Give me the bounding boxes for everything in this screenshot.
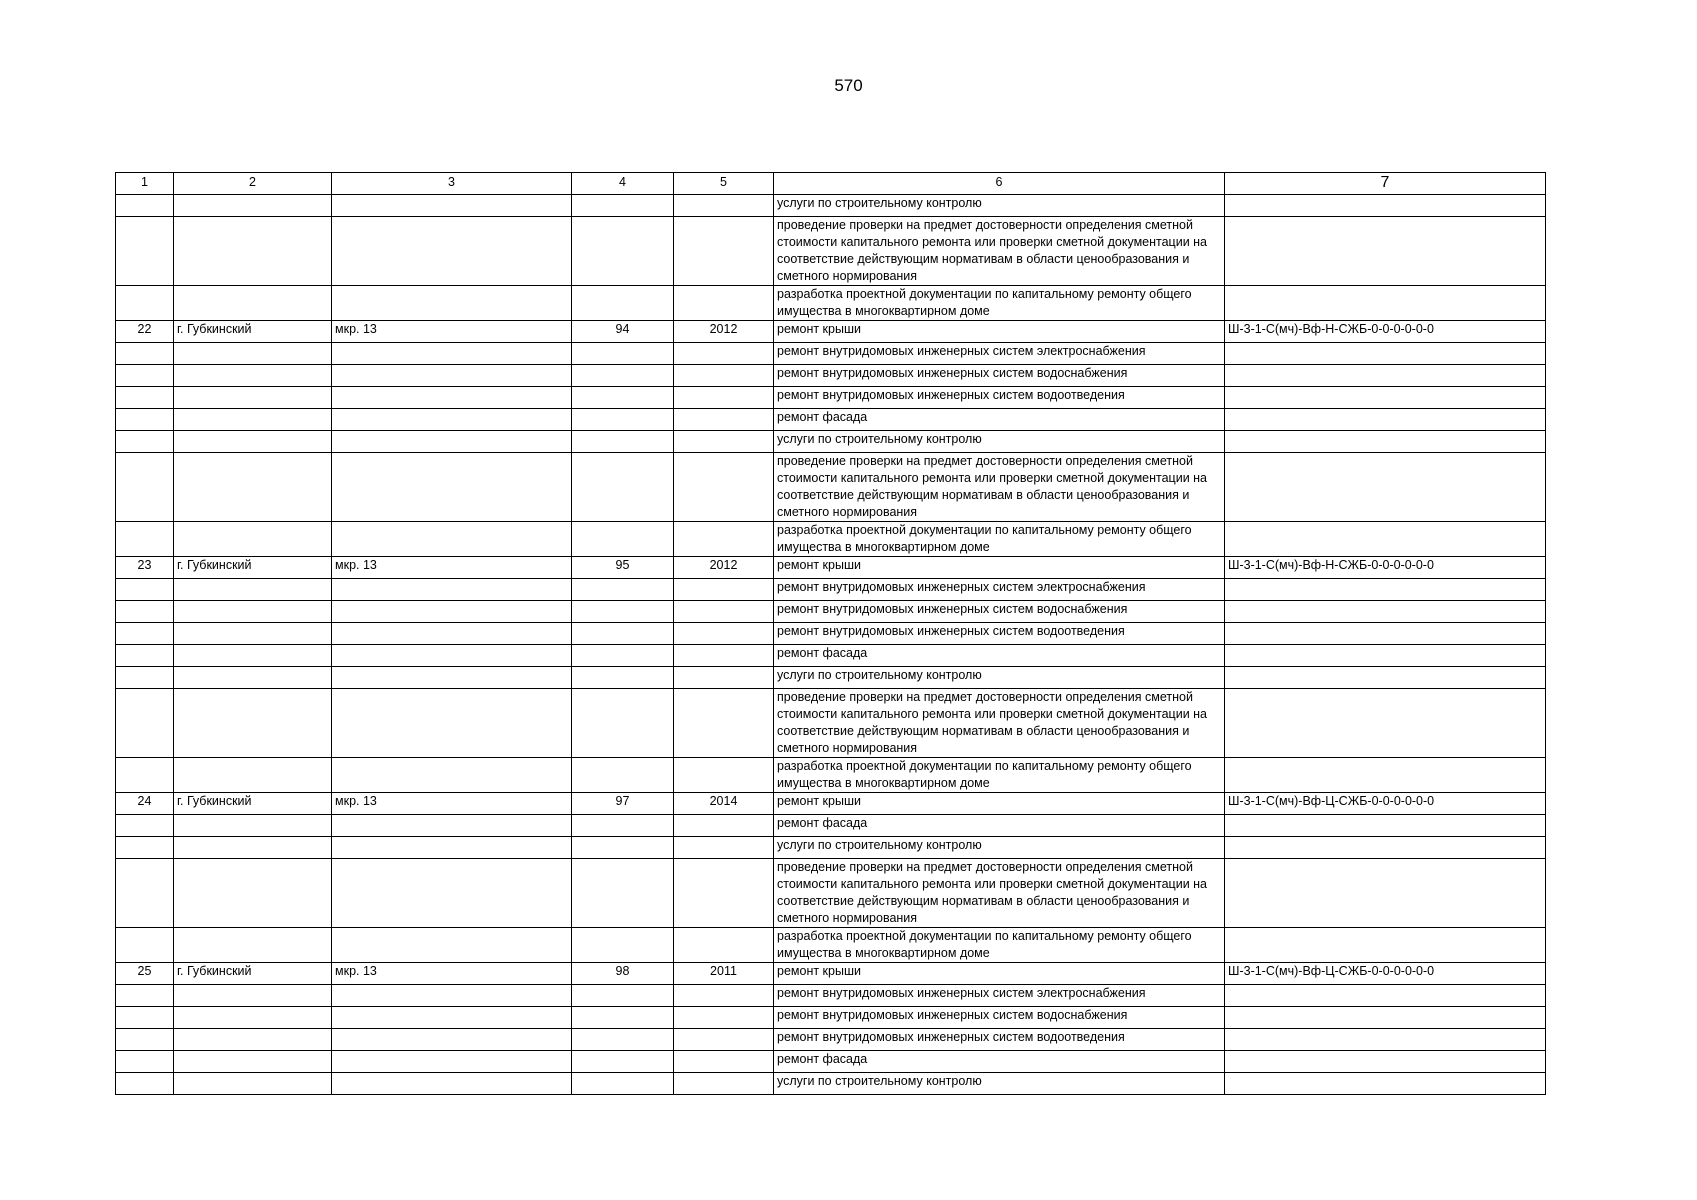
table-row (116, 601, 1546, 623)
cell-code (1225, 286, 1546, 321)
cell-house-number (572, 431, 674, 453)
cell-address (332, 1051, 572, 1073)
cell-work-type: услуги по строительному контролю (774, 837, 1225, 859)
cell-house-number: 94 (572, 321, 674, 343)
cell-year (674, 286, 774, 321)
cell-house-number (572, 837, 674, 859)
cell-address (332, 217, 572, 286)
cell-year (674, 623, 774, 645)
cell-city (174, 645, 332, 667)
cell-address (332, 1007, 572, 1029)
cell-code (1225, 815, 1546, 837)
cell-house-number (572, 758, 674, 793)
cell-city: г. Губкинский (174, 321, 332, 343)
cell-row-number (116, 217, 174, 286)
table-row (116, 409, 1546, 431)
cell-house-number (572, 928, 674, 963)
cell-year: 2011 (674, 963, 774, 985)
cell-city (174, 667, 332, 689)
cell-year (674, 1007, 774, 1029)
cell-row-number (116, 1029, 174, 1051)
cell-address (332, 195, 572, 217)
cell-work-type: услуги по строительному контролю (774, 431, 1225, 453)
table-header-row (116, 173, 1546, 195)
cell-work-type: ремонт внутридомовых инженерных систем электроснабжения (774, 579, 1225, 601)
cell-year (674, 928, 774, 963)
cell-city (174, 343, 332, 365)
cell-address: мкр. 13 (332, 321, 572, 343)
cell-code (1225, 1051, 1546, 1073)
cell-year (674, 667, 774, 689)
cell-row-number (116, 522, 174, 557)
cell-city (174, 431, 332, 453)
cell-code (1225, 343, 1546, 365)
cell-work-type: ремонт фасада (774, 1051, 1225, 1073)
cell-house-number (572, 365, 674, 387)
cell-city (174, 365, 332, 387)
cell-work-type: ремонт фасада (774, 409, 1225, 431)
cell-year (674, 579, 774, 601)
cell-year (674, 815, 774, 837)
cell-row-number (116, 815, 174, 837)
cell-code (1225, 837, 1546, 859)
cell-work-type: услуги по строительному контролю (774, 1073, 1225, 1095)
cell-house-number (572, 1029, 674, 1051)
cell-code (1225, 409, 1546, 431)
cell-code (1225, 431, 1546, 453)
cell-city (174, 623, 332, 645)
cell-address (332, 837, 572, 859)
table-row (116, 859, 1546, 928)
cell-row-number (116, 409, 174, 431)
table-row (116, 431, 1546, 453)
cell-row-number (116, 1051, 174, 1073)
cell-year (674, 343, 774, 365)
cell-year (674, 195, 774, 217)
cell-year (674, 387, 774, 409)
cell-address (332, 431, 572, 453)
cell-address (332, 985, 572, 1007)
cell-row-number (116, 431, 174, 453)
page-number: 570 (834, 76, 863, 95)
cell-work-type: проведение проверки на предмет достоверности определения сметной стоимости капитального ремонта или проверки сметной документации на соответствие действующим нормативам в области ценообразования и сметного нормирования (774, 453, 1225, 522)
cell-address (332, 453, 572, 522)
cell-row-number (116, 387, 174, 409)
cell-year (674, 1051, 774, 1073)
cell-code (1225, 579, 1546, 601)
cell-year (674, 645, 774, 667)
cell-code (1225, 928, 1546, 963)
cell-code (1225, 1029, 1546, 1051)
cell-year (674, 837, 774, 859)
cell-work-type: ремонт фасада (774, 815, 1225, 837)
cell-address: мкр. 13 (332, 793, 572, 815)
cell-work-type: разработка проектной документации по капитальному ремонту общего имущества в многоквартирном доме (774, 522, 1225, 557)
cell-row-number (116, 195, 174, 217)
cell-city (174, 522, 332, 557)
cell-code (1225, 217, 1546, 286)
cell-address (332, 689, 572, 758)
table-body (116, 195, 1546, 1095)
table-row (116, 579, 1546, 601)
cell-city (174, 579, 332, 601)
cell-city (174, 601, 332, 623)
cell-work-type: ремонт крыши (774, 793, 1225, 815)
cell-city (174, 217, 332, 286)
cell-address (332, 1029, 572, 1051)
table-row (116, 1073, 1546, 1095)
cell-house-number (572, 623, 674, 645)
cell-house-number (572, 286, 674, 321)
cell-house-number (572, 1007, 674, 1029)
cell-row-number: 24 (116, 793, 174, 815)
header-col-4: 4 (572, 173, 674, 195)
cell-address: мкр. 13 (332, 963, 572, 985)
table-row (116, 217, 1546, 286)
header-col-7: 7 (1225, 173, 1546, 195)
cell-address (332, 758, 572, 793)
cell-city (174, 689, 332, 758)
cell-row-number (116, 645, 174, 667)
cell-row-number (116, 1073, 174, 1095)
table-row (116, 837, 1546, 859)
cell-address (332, 579, 572, 601)
cell-address (332, 522, 572, 557)
cell-code (1225, 195, 1546, 217)
cell-work-type: проведение проверки на предмет достоверности определения сметной стоимости капитального ремонта или проверки сметной документации на соответствие действующим нормативам в области ценообразования и сметного нормирования (774, 217, 1225, 286)
cell-address (332, 387, 572, 409)
cell-work-type: ремонт крыши (774, 557, 1225, 579)
cell-work-type: проведение проверки на предмет достоверности определения сметной стоимости капитального ремонта или проверки сметной документации на соответствие действующим нормативам в области ценообразования и сметного нормирования (774, 689, 1225, 758)
table-row (116, 343, 1546, 365)
cell-house-number (572, 815, 674, 837)
cell-work-type: ремонт внутридомовых инженерных систем водоотведения (774, 623, 1225, 645)
cell-city (174, 1073, 332, 1095)
cell-code (1225, 859, 1546, 928)
cell-address (332, 1073, 572, 1095)
cell-city (174, 859, 332, 928)
cell-work-type: разработка проектной документации по капитальному ремонту общего имущества в многоквартирном доме (774, 928, 1225, 963)
cell-work-type: разработка проектной документации по капитальному ремонту общего имущества в многоквартирном доме (774, 286, 1225, 321)
cell-address (332, 365, 572, 387)
cell-city (174, 928, 332, 963)
cell-row-number (116, 1007, 174, 1029)
table-row (116, 321, 1546, 343)
cell-year (674, 859, 774, 928)
cell-year (674, 985, 774, 1007)
cell-code: Ш-3-1-С(мч)-Вф-Ц-СЖБ-0-0-0-0-0-0 (1225, 793, 1546, 815)
cell-city (174, 1029, 332, 1051)
cell-code (1225, 667, 1546, 689)
cell-city (174, 387, 332, 409)
table-row (116, 557, 1546, 579)
cell-year (674, 365, 774, 387)
cell-row-number (116, 601, 174, 623)
cell-house-number (572, 195, 674, 217)
table-row (116, 963, 1546, 985)
cell-address (332, 623, 572, 645)
cell-year (674, 1073, 774, 1095)
cell-house-number: 98 (572, 963, 674, 985)
header-col-6: 6 (774, 173, 1225, 195)
cell-year (674, 758, 774, 793)
cell-city (174, 1007, 332, 1029)
cell-city (174, 453, 332, 522)
table-row (116, 195, 1546, 217)
cell-row-number (116, 579, 174, 601)
cell-row-number (116, 343, 174, 365)
cell-work-type: ремонт внутридомовых инженерных систем электроснабжения (774, 343, 1225, 365)
cell-year (674, 689, 774, 758)
cell-code (1225, 645, 1546, 667)
cell-city (174, 758, 332, 793)
cell-year (674, 1029, 774, 1051)
table-row (116, 985, 1546, 1007)
cell-house-number (572, 985, 674, 1007)
cell-city: г. Губкинский (174, 557, 332, 579)
cell-code (1225, 623, 1546, 645)
cell-house-number: 97 (572, 793, 674, 815)
table-row (116, 793, 1546, 815)
cell-address (332, 343, 572, 365)
works-table (115, 172, 1546, 1095)
cell-row-number: 23 (116, 557, 174, 579)
cell-work-type: ремонт внутридомовых инженерных систем водоснабжения (774, 1007, 1225, 1029)
table-row (116, 667, 1546, 689)
cell-work-type: услуги по строительному контролю (774, 195, 1225, 217)
header-col-1: 1 (116, 173, 174, 195)
cell-year: 2012 (674, 321, 774, 343)
cell-code (1225, 758, 1546, 793)
cell-year (674, 217, 774, 286)
cell-year (674, 601, 774, 623)
cell-house-number (572, 387, 674, 409)
cell-address (332, 667, 572, 689)
cell-code: Ш-3-1-С(мч)-Вф-Ц-СЖБ-0-0-0-0-0-0 (1225, 963, 1546, 985)
table-row (116, 623, 1546, 645)
cell-city: г. Губкинский (174, 793, 332, 815)
cell-code (1225, 365, 1546, 387)
cell-house-number (572, 1073, 674, 1095)
cell-city: г. Губкинский (174, 963, 332, 985)
cell-house-number (572, 409, 674, 431)
cell-work-type: ремонт внутридомовых инженерных систем водоотведения (774, 387, 1225, 409)
cell-city (174, 815, 332, 837)
cell-code (1225, 453, 1546, 522)
cell-address (332, 286, 572, 321)
table-row (116, 453, 1546, 522)
cell-year (674, 453, 774, 522)
cell-house-number (572, 343, 674, 365)
cell-row-number (116, 286, 174, 321)
cell-row-number (116, 837, 174, 859)
cell-house-number: 95 (572, 557, 674, 579)
cell-row-number (116, 365, 174, 387)
cell-work-type: услуги по строительному контролю (774, 667, 1225, 689)
cell-house-number (572, 601, 674, 623)
cell-row-number (116, 859, 174, 928)
cell-work-type: ремонт внутридомовых инженерных систем водоснабжения (774, 365, 1225, 387)
cell-house-number (572, 667, 674, 689)
cell-code (1225, 387, 1546, 409)
cell-house-number (572, 689, 674, 758)
cell-work-type: ремонт внутридомовых инженерных систем водоотведения (774, 1029, 1225, 1051)
cell-city (174, 409, 332, 431)
cell-row-number (116, 453, 174, 522)
header-col-3: 3 (332, 173, 572, 195)
cell-code: Ш-3-1-С(мч)-Вф-Н-СЖБ-0-0-0-0-0-0 (1225, 321, 1546, 343)
cell-code (1225, 985, 1546, 1007)
cell-address (332, 859, 572, 928)
cell-work-type: ремонт фасада (774, 645, 1225, 667)
table-row (116, 387, 1546, 409)
table-row (116, 815, 1546, 837)
cell-house-number (572, 453, 674, 522)
cell-work-type: ремонт внутридомовых инженерных систем электроснабжения (774, 985, 1225, 1007)
cell-city (174, 195, 332, 217)
table-row (116, 645, 1546, 667)
cell-work-type: ремонт крыши (774, 321, 1225, 343)
cell-work-type: разработка проектной документации по капитальному ремонту общего имущества в многоквартирном доме (774, 758, 1225, 793)
table-row (116, 1029, 1546, 1051)
cell-year: 2012 (674, 557, 774, 579)
header-col-2: 2 (174, 173, 332, 195)
table-row (116, 286, 1546, 321)
cell-house-number (572, 217, 674, 286)
cell-row-number (116, 758, 174, 793)
table-row (116, 689, 1546, 758)
cell-house-number (572, 522, 674, 557)
cell-row-number (116, 667, 174, 689)
cell-city (174, 286, 332, 321)
table-row (116, 365, 1546, 387)
cell-code (1225, 689, 1546, 758)
cell-house-number (572, 579, 674, 601)
cell-work-type: ремонт крыши (774, 963, 1225, 985)
cell-row-number: 25 (116, 963, 174, 985)
cell-city (174, 1051, 332, 1073)
table-row (116, 522, 1546, 557)
cell-code (1225, 1007, 1546, 1029)
cell-city (174, 985, 332, 1007)
cell-house-number (572, 1051, 674, 1073)
header-col-5: 5 (674, 173, 774, 195)
table-row (116, 1007, 1546, 1029)
cell-address (332, 815, 572, 837)
cell-address (332, 601, 572, 623)
cell-address (332, 409, 572, 431)
cell-address (332, 928, 572, 963)
cell-year (674, 409, 774, 431)
cell-address (332, 645, 572, 667)
cell-year (674, 431, 774, 453)
cell-code (1225, 522, 1546, 557)
cell-year: 2014 (674, 793, 774, 815)
cell-house-number (572, 645, 674, 667)
cell-row-number (116, 623, 174, 645)
cell-row-number (116, 928, 174, 963)
cell-city (174, 837, 332, 859)
cell-row-number: 22 (116, 321, 174, 343)
table-row (116, 758, 1546, 793)
cell-address: мкр. 13 (332, 557, 572, 579)
cell-work-type: проведение проверки на предмет достоверности определения сметной стоимости капитального ремонта или проверки сметной документации на соответствие действующим нормативам в области ценообразования и сметного нормирования (774, 859, 1225, 928)
cell-code (1225, 1073, 1546, 1095)
cell-code (1225, 601, 1546, 623)
cell-row-number (116, 985, 174, 1007)
table-row (116, 928, 1546, 963)
table-row (116, 1051, 1546, 1073)
cell-row-number (116, 689, 174, 758)
cell-work-type: ремонт внутридомовых инженерных систем водоснабжения (774, 601, 1225, 623)
cell-code: Ш-3-1-С(мч)-Вф-Н-СЖБ-0-0-0-0-0-0 (1225, 557, 1546, 579)
cell-year (674, 522, 774, 557)
cell-house-number (572, 859, 674, 928)
